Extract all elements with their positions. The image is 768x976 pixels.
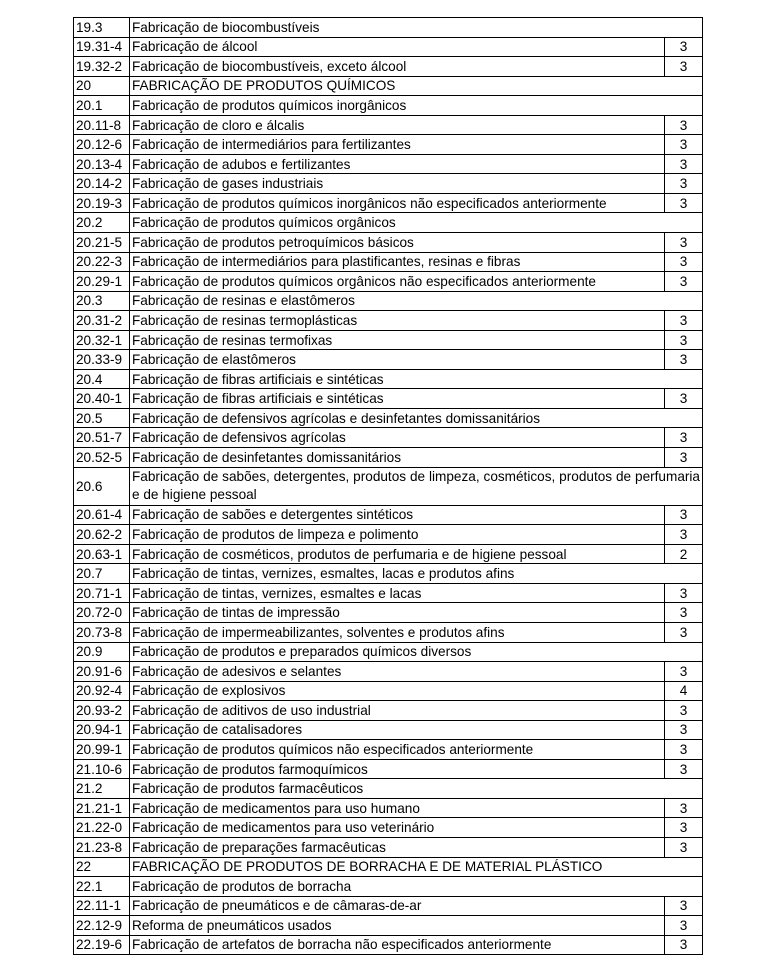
cnae-code-cell: 20.62-2 <box>74 525 130 545</box>
cnae-code-cell: 21.23-8 <box>74 837 130 857</box>
table-row <box>74 213 703 233</box>
cnae-code-cell: 20.61-4 <box>74 505 130 525</box>
risk-degree-cell: 3 <box>665 389 703 409</box>
cnae-code-cell: 20.32-1 <box>74 330 130 350</box>
cnae-code-cell: 22.1 <box>74 877 130 897</box>
cnae-table <box>73 17 703 955</box>
table-row <box>74 311 703 331</box>
activity-description-cell: FABRICAÇÃO DE PRODUTOS DE BORRACHA E DE MATERIAL PLÁSTICO <box>130 857 703 877</box>
activity-description-cell: Fabricação de produtos químicos não especificados anteriormente <box>130 740 665 760</box>
risk-degree-cell: 3 <box>665 330 703 350</box>
table-row <box>74 505 703 525</box>
risk-degree-cell: 3 <box>665 233 703 253</box>
table-row <box>74 448 703 468</box>
cnae-code-cell: 20.21-5 <box>74 233 130 253</box>
risk-degree-cell: 3 <box>665 135 703 155</box>
risk-degree-cell: 3 <box>665 115 703 135</box>
table-row <box>74 193 703 213</box>
table-row <box>74 115 703 135</box>
activity-description-cell: Fabricação de cosméticos, produtos de perfumaria e de higiene pessoal <box>130 544 665 564</box>
table-row <box>74 291 703 311</box>
activity-description-cell: Fabricação de artefatos de borracha não especificados anteriormente <box>130 935 665 955</box>
cnae-code-cell: 20.6 <box>74 467 130 505</box>
cnae-code-cell: 20.52-5 <box>74 448 130 468</box>
activity-description-cell: Fabricação de biocombustíveis, exceto álcool <box>130 57 665 77</box>
risk-degree-cell: 3 <box>665 505 703 525</box>
risk-degree-cell: 3 <box>665 837 703 857</box>
table-row <box>74 389 703 409</box>
cnae-code-cell: 20.12-6 <box>74 135 130 155</box>
cnae-code-cell: 20.9 <box>74 642 130 662</box>
activity-description-cell: Fabricação de produtos químicos orgânicos <box>130 213 703 233</box>
cnae-code-cell: 20.51-7 <box>74 428 130 448</box>
activity-description-cell: Fabricação de medicamentos para uso humano <box>130 798 665 818</box>
table-row <box>74 330 703 350</box>
activity-description-cell: Fabricação de fibras artificiais e sintéticas <box>130 369 703 389</box>
cnae-code-cell: 20.63-1 <box>74 544 130 564</box>
activity-description-cell: Fabricação de produtos petroquímicos básicos <box>130 233 665 253</box>
risk-degree-cell: 3 <box>665 583 703 603</box>
table-row <box>74 857 703 877</box>
table-row <box>74 798 703 818</box>
table-row <box>74 740 703 760</box>
risk-degree-cell: 3 <box>665 916 703 936</box>
table-row <box>74 272 703 292</box>
table-row <box>74 408 703 428</box>
cnae-code-cell: 20.31-2 <box>74 311 130 331</box>
activity-description-cell: Fabricação de tintas de impressão <box>130 603 665 623</box>
activity-description-cell: Fabricação de produtos químicos orgânicos não especificados anteriormente <box>130 272 665 292</box>
risk-degree-cell: 3 <box>665 37 703 57</box>
cnae-code-cell: 19.3 <box>74 18 130 38</box>
cnae-code-cell: 21.21-1 <box>74 798 130 818</box>
activity-description-cell: Fabricação de álcool <box>130 37 665 57</box>
activity-description-cell: Fabricação de elastômeros <box>130 350 665 370</box>
cnae-code-cell: 21.2 <box>74 779 130 799</box>
activity-description-cell: Fabricação de aditivos de uso industrial <box>130 701 665 721</box>
cnae-code-cell: 20.7 <box>74 564 130 584</box>
table-row <box>74 779 703 799</box>
cnae-code-cell: 20.33-9 <box>74 350 130 370</box>
activity-description-cell: Fabricação de resinas e elastômeros <box>130 291 703 311</box>
activity-description-cell: Fabricação de defensivos agrícolas e desinfetantes domissanitários <box>130 408 703 428</box>
risk-degree-cell: 3 <box>665 720 703 740</box>
table-row <box>74 935 703 955</box>
table-row <box>74 564 703 584</box>
activity-description-cell: Fabricação de fibras artificiais e sintéticas <box>130 389 665 409</box>
table-row <box>74 135 703 155</box>
cnae-code-cell: 20.1 <box>74 96 130 116</box>
risk-degree-cell: 3 <box>665 272 703 292</box>
risk-degree-cell: 3 <box>665 350 703 370</box>
table-row <box>74 681 703 701</box>
cnae-code-cell: 19.31-4 <box>74 37 130 57</box>
activity-description-cell: Fabricação de catalisadores <box>130 720 665 740</box>
risk-degree-cell: 3 <box>665 428 703 448</box>
cnae-code-cell: 20.91-6 <box>74 662 130 682</box>
activity-description-cell: Fabricação de medicamentos para uso veterinário <box>130 818 665 838</box>
cnae-code-cell: 20.5 <box>74 408 130 428</box>
table-row <box>74 896 703 916</box>
risk-degree-cell: 3 <box>665 701 703 721</box>
risk-degree-cell: 3 <box>665 154 703 174</box>
table-row <box>74 18 703 38</box>
table-row <box>74 759 703 779</box>
table-row <box>74 622 703 642</box>
activity-description-cell: Fabricação de produtos de limpeza e polimento <box>130 525 665 545</box>
risk-degree-cell: 3 <box>665 57 703 77</box>
cnae-code-cell: 21.22-0 <box>74 818 130 838</box>
table-row <box>74 350 703 370</box>
activity-description-cell: Fabricação de produtos farmoquímicos <box>130 759 665 779</box>
activity-description-cell: Fabricação de produtos químicos inorgânicos <box>130 96 703 116</box>
risk-degree-cell: 3 <box>665 603 703 623</box>
cnae-code-cell: 20.92-4 <box>74 681 130 701</box>
table-row <box>74 583 703 603</box>
cnae-code-cell: 20.14-2 <box>74 174 130 194</box>
table-row <box>74 642 703 662</box>
cnae-code-cell: 20.2 <box>74 213 130 233</box>
activity-description-cell: Fabricação de produtos químicos inorgânicos não especificados anteriormente <box>130 193 665 213</box>
risk-degree-cell: 3 <box>665 662 703 682</box>
cnae-code-cell: 20.4 <box>74 369 130 389</box>
table-row <box>74 544 703 564</box>
table-row <box>74 603 703 623</box>
table-row <box>74 818 703 838</box>
activity-description-cell: Fabricação de biocombustíveis <box>130 18 703 38</box>
risk-degree-cell: 3 <box>665 798 703 818</box>
cnae-table-body <box>74 18 703 955</box>
table-row <box>74 662 703 682</box>
risk-degree-cell: 3 <box>665 740 703 760</box>
risk-degree-cell: 3 <box>665 174 703 194</box>
risk-degree-cell: 3 <box>665 311 703 331</box>
activity-description-cell: Fabricação de tintas, vernizes, esmaltes e lacas <box>130 583 665 603</box>
cnae-code-cell: 19.32-2 <box>74 57 130 77</box>
table-row <box>74 37 703 57</box>
activity-description-cell: Fabricação de resinas termoplásticas <box>130 311 665 331</box>
table-row <box>74 154 703 174</box>
cnae-code-cell: 22.12-9 <box>74 916 130 936</box>
risk-degree-cell: 3 <box>665 622 703 642</box>
activity-description-cell: Fabricação de adesivos e selantes <box>130 662 665 682</box>
activity-description-cell: Fabricação de cloro e álcalis <box>130 115 665 135</box>
activity-description-cell: Fabricação de pneumáticos e de câmaras-de-ar <box>130 896 665 916</box>
activity-description-cell: Reforma de pneumáticos usados <box>130 916 665 936</box>
activity-description-cell: Fabricação de explosivos <box>130 681 665 701</box>
table-row <box>74 369 703 389</box>
cnae-code-cell: 20.40-1 <box>74 389 130 409</box>
activity-description-cell: Fabricação de preparações farmacêuticas <box>130 837 665 857</box>
cnae-code-cell: 22 <box>74 857 130 877</box>
table-row <box>74 525 703 545</box>
cnae-code-cell: 21.10-6 <box>74 759 130 779</box>
risk-degree-cell: 3 <box>665 448 703 468</box>
cnae-code-cell: 20.29-1 <box>74 272 130 292</box>
activity-description-cell: Fabricação de tintas, vernizes, esmaltes, lacas e produtos afins <box>130 564 703 584</box>
activity-description-cell: Fabricação de defensivos agrícolas <box>130 428 665 448</box>
table-row <box>74 467 703 505</box>
activity-description-cell: Fabricação de produtos e preparados químicos diversos <box>130 642 703 662</box>
table-row <box>74 233 703 253</box>
cnae-code-cell: 20.19-3 <box>74 193 130 213</box>
activity-description-cell: Fabricação de intermediários para plastificantes, resinas e fibras <box>130 252 665 272</box>
activity-description-cell: Fabricação de sabões, detergentes, produtos de limpeza, cosméticos, produtos de perfumaria e de higiene pessoal <box>130 467 703 505</box>
cnae-code-cell: 20.94-1 <box>74 720 130 740</box>
risk-degree-cell: 3 <box>665 252 703 272</box>
cnae-code-cell: 20.99-1 <box>74 740 130 760</box>
table-row <box>74 701 703 721</box>
cnae-code-cell: 20.93-2 <box>74 701 130 721</box>
risk-degree-cell: 3 <box>665 935 703 955</box>
table-row <box>74 837 703 857</box>
activity-description-cell: Fabricação de resinas termofixas <box>130 330 665 350</box>
cnae-code-cell: 20.72-0 <box>74 603 130 623</box>
cnae-code-cell: 22.11-1 <box>74 896 130 916</box>
table-row <box>74 174 703 194</box>
cnae-code-cell: 20.22-3 <box>74 252 130 272</box>
activity-description-cell: Fabricação de produtos de borracha <box>130 877 703 897</box>
table-row <box>74 76 703 96</box>
risk-degree-cell: 2 <box>665 544 703 564</box>
risk-degree-cell: 3 <box>665 759 703 779</box>
activity-description-cell: Fabricação de gases industriais <box>130 174 665 194</box>
risk-degree-cell: 3 <box>665 818 703 838</box>
table-row <box>74 252 703 272</box>
cnae-code-cell: 20.13-4 <box>74 154 130 174</box>
activity-description-cell: Fabricação de impermeabilizantes, solventes e produtos afins <box>130 622 665 642</box>
risk-degree-cell: 4 <box>665 681 703 701</box>
activity-description-cell: FABRICAÇÃO DE PRODUTOS QUÍMICOS <box>130 76 703 96</box>
cnae-code-cell: 20.11-8 <box>74 115 130 135</box>
table-row <box>74 877 703 897</box>
cnae-code-cell: 22.19-6 <box>74 935 130 955</box>
activity-description-cell: Fabricação de desinfetantes domissanitários <box>130 448 665 468</box>
table-row <box>74 96 703 116</box>
cnae-code-cell: 20.3 <box>74 291 130 311</box>
table-row <box>74 57 703 77</box>
table-row <box>74 720 703 740</box>
cnae-code-cell: 20.73-8 <box>74 622 130 642</box>
cnae-code-cell: 20.71-1 <box>74 583 130 603</box>
activity-description-cell: Fabricação de sabões e detergentes sintéticos <box>130 505 665 525</box>
activity-description-cell: Fabricação de adubos e fertilizantes <box>130 154 665 174</box>
table-row <box>74 428 703 448</box>
table-row <box>74 916 703 936</box>
risk-degree-cell: 3 <box>665 525 703 545</box>
risk-degree-cell: 3 <box>665 193 703 213</box>
activity-description-cell: Fabricação de produtos farmacêuticos <box>130 779 703 799</box>
risk-degree-cell: 3 <box>665 896 703 916</box>
cnae-code-cell: 20 <box>74 76 130 96</box>
activity-description-cell: Fabricação de intermediários para fertilizantes <box>130 135 665 155</box>
